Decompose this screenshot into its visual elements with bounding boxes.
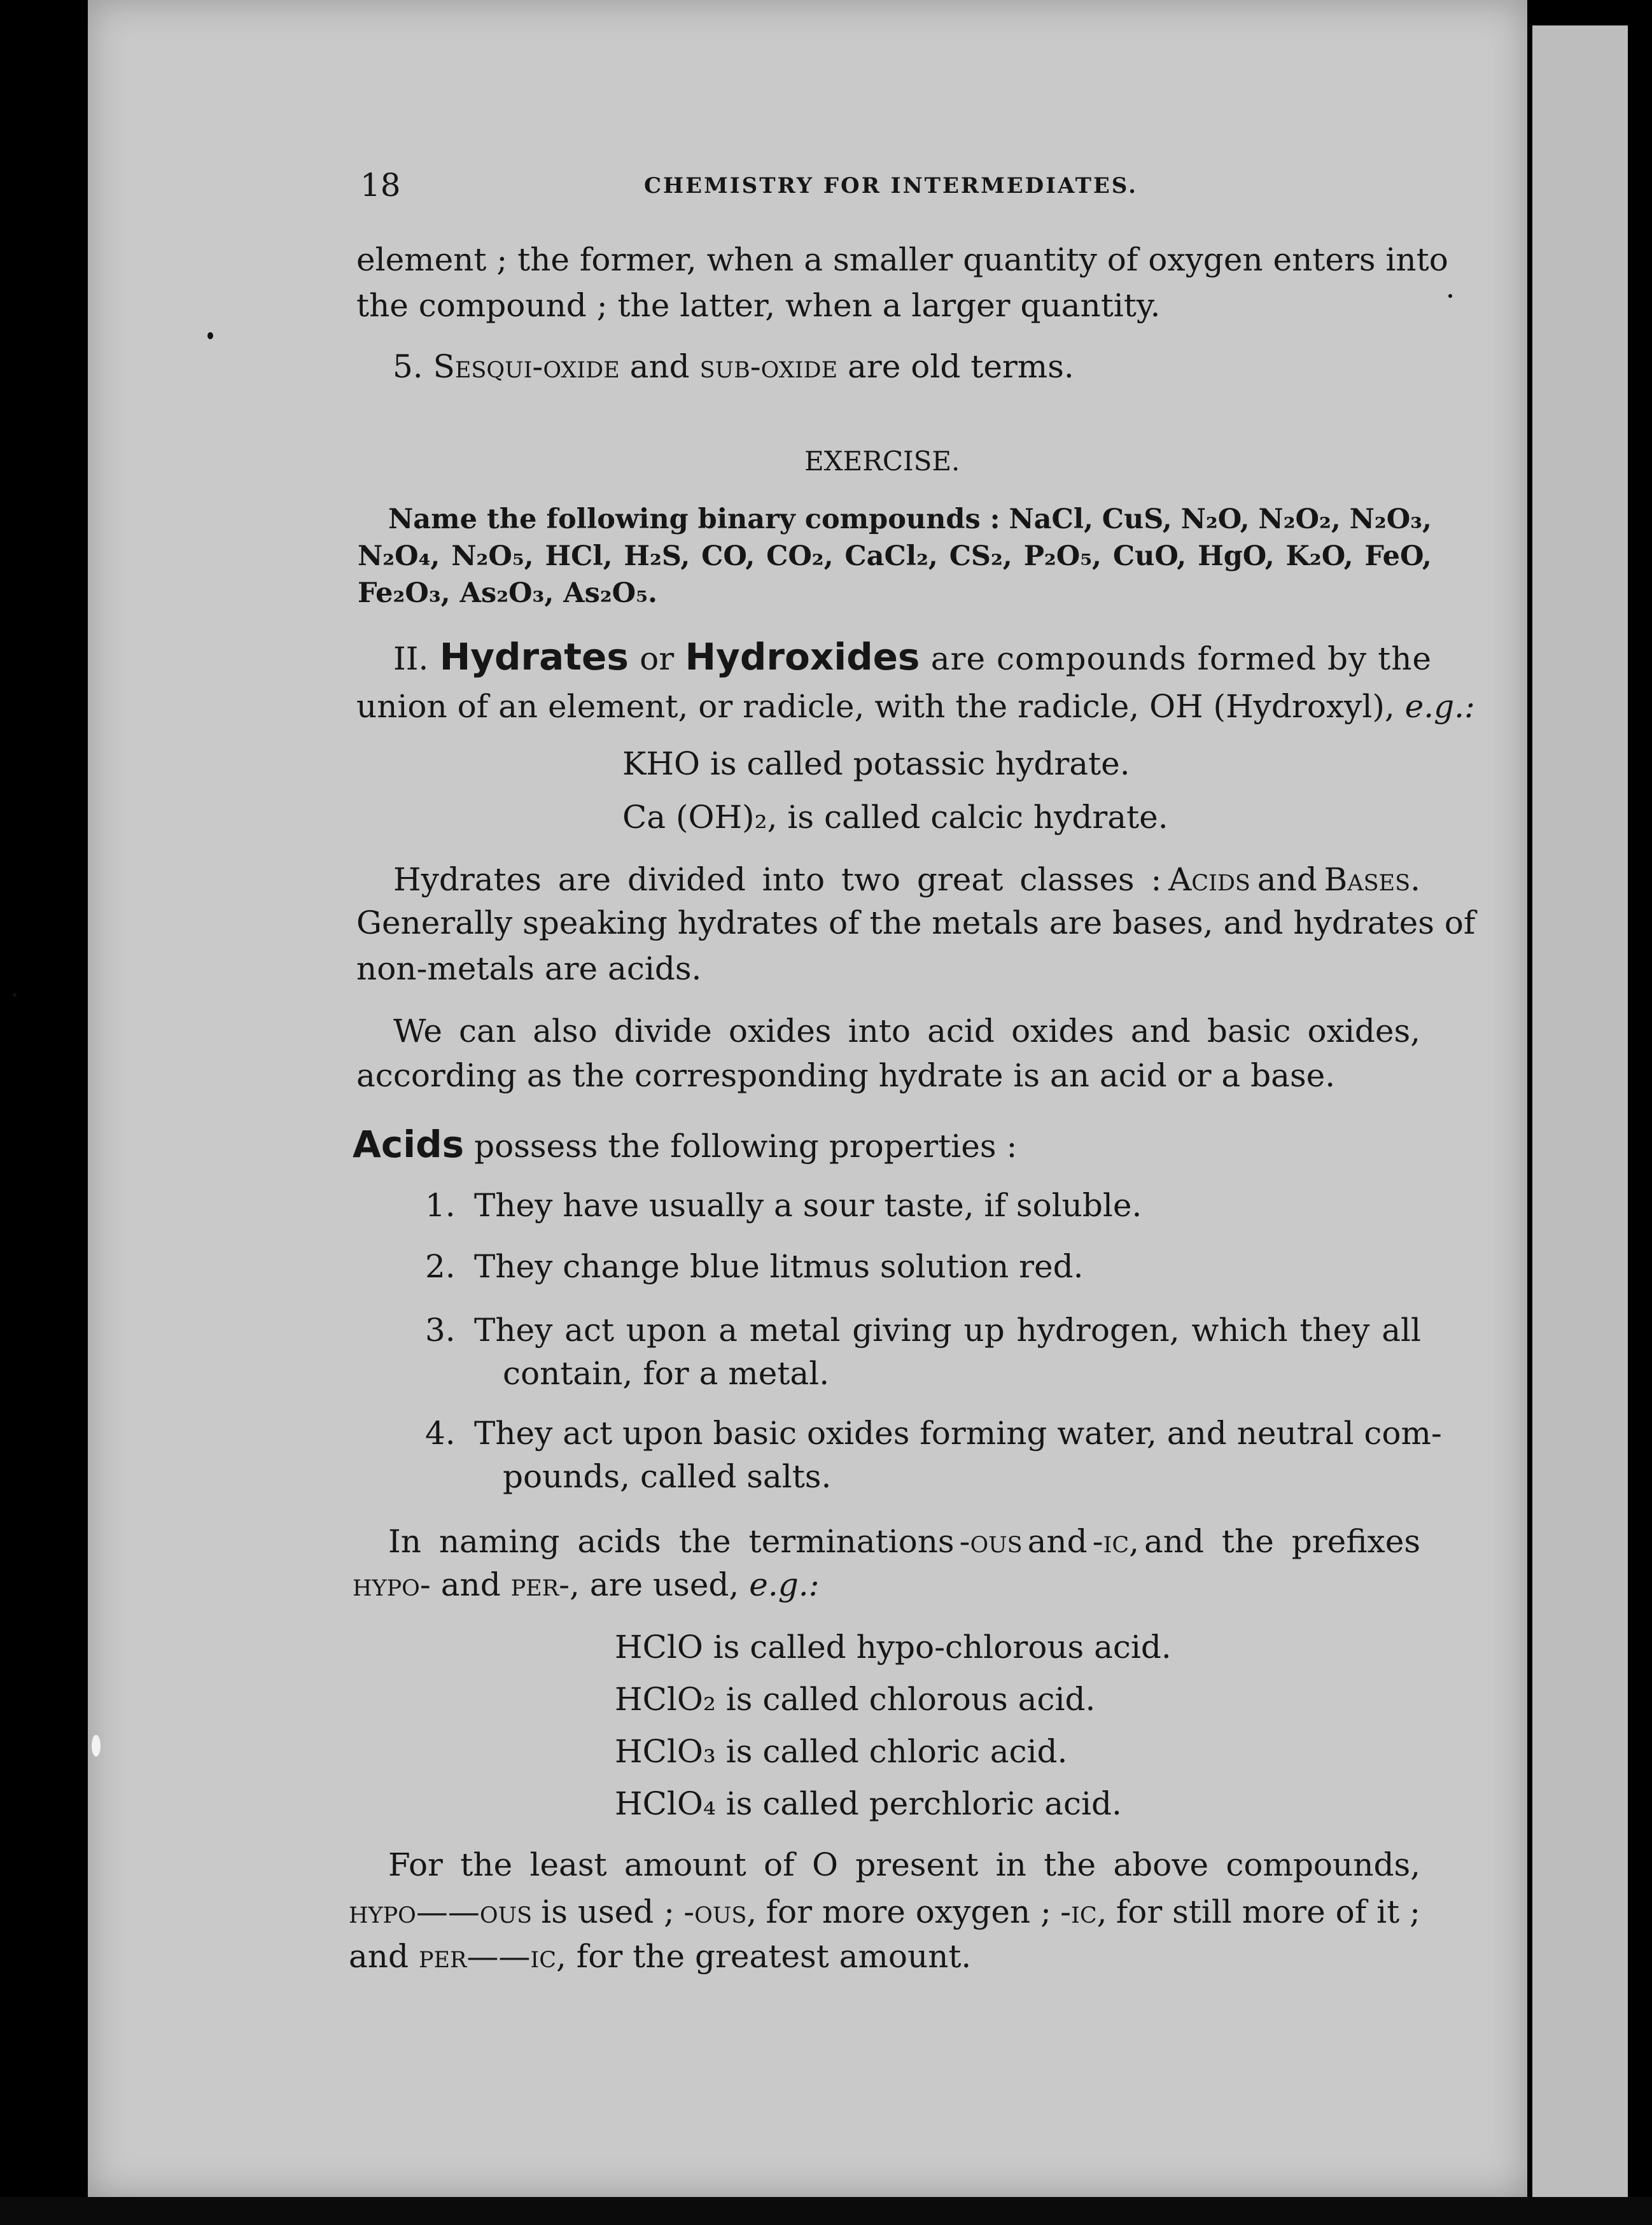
acid-property-3-number: 3. <box>425 1312 456 1349</box>
suffix-ous: -ous <box>959 1523 1023 1560</box>
formula: CO, <box>701 540 755 572</box>
hypo-ous: hypo——ous <box>349 1893 533 1930</box>
acids-label: Acids <box>353 1123 465 1166</box>
acid-property-2: They change blue litmus solution red. <box>474 1248 1084 1285</box>
final-and: and <box>349 1938 409 1975</box>
formula: FeO, <box>1364 540 1432 572</box>
example-hclo2: HClO₂ is called chlorous acid. <box>615 1681 1096 1718</box>
exercise-line-2 <box>358 538 1432 574</box>
naming-line-1-a: In naming acids the terminations <box>388 1523 955 1560</box>
acid-property-3-line-2: contain, for a metal. <box>503 1355 830 1392</box>
formula: NaCl, <box>1009 503 1094 535</box>
section-2-line-2-text: union of an element, or radicle, with the radicle, OH (Hydroxyl), <box>356 688 1395 725</box>
formula: HgO, <box>1198 540 1275 572</box>
final-ous: -ous, <box>683 1893 757 1930</box>
final-line-2-b: for more oxygen ; <box>766 1893 1051 1930</box>
final-line-3-rest: for the greatest amount. <box>576 1938 972 1975</box>
example-hclo3: HClO₃ is called chloric acid. <box>615 1733 1068 1770</box>
acid-property-3-line-1: They act upon a metal giving up hydrogen, which they all <box>474 1312 1421 1349</box>
page-number: 18 <box>360 167 401 204</box>
acids-lead: possess the following properties : <box>474 1128 1018 1165</box>
naming-and: and <box>1027 1523 1088 1560</box>
classes-line-1-text: Hydrates are divided into two great classes : <box>393 861 1162 898</box>
formula: CS₂, <box>949 540 1012 572</box>
final-line-2-a: is used ; <box>541 1893 675 1930</box>
naming-line-1 <box>388 1522 1420 1561</box>
final-line-2-c: for still more of it ; <box>1116 1893 1420 1930</box>
formula: N₂O₃, <box>1349 503 1432 535</box>
formula: CaCl₂, <box>844 540 938 572</box>
exercise-line-1 <box>388 502 1432 537</box>
final-line-1: For the least amount of O present in the above compounds, <box>388 1846 1420 1883</box>
acids-lead-line <box>353 1121 1017 1169</box>
naming-line-2-rest: are used, <box>589 1566 739 1603</box>
acid-property-1: They have usually a sour taste, if soluble. <box>474 1187 1142 1224</box>
acid-property-4-line-2: pounds, called salts. <box>503 1458 832 1495</box>
formula: N₂O₅, <box>451 540 534 572</box>
scan-bottom-border <box>0 2197 1652 2225</box>
item-5 <box>393 347 1074 386</box>
formula: N₂O₄, <box>358 540 440 572</box>
formula: P₂O₅, <box>1023 540 1102 572</box>
section-2-line-2 <box>356 687 1475 726</box>
intro-line-2: the compound ; the latter, when a larger quantity. <box>356 287 1161 324</box>
acid-property-4-number: 4. <box>425 1415 456 1452</box>
formula: H₂S, <box>624 540 690 572</box>
section-2-eg: e.g.: <box>1404 688 1475 725</box>
section-2-line-1 <box>393 634 1432 682</box>
adjacent-page-edge <box>1532 25 1628 2197</box>
formula: As₂O₅. <box>563 577 657 609</box>
acids-term: Acids <box>1168 861 1250 898</box>
final-ic: -ic, <box>1060 1893 1107 1930</box>
exercise-lead: Name the following binary compounds : <box>388 503 1000 535</box>
prefix-hypo: hypo- <box>353 1566 431 1603</box>
naming-eg: e.g.: <box>749 1566 820 1603</box>
exercise-heading: EXERCISE. <box>804 446 960 477</box>
ink-speck <box>13 993 17 997</box>
formula: HCl, <box>545 540 613 572</box>
formula: CuS, <box>1102 503 1172 535</box>
intro-line-1: element ; the former, when a smaller quantity of oxygen enters into <box>356 241 1448 278</box>
formula: Fe₂O₃, <box>358 577 451 609</box>
suffix-ic: -ic, <box>1092 1523 1140 1560</box>
item-5-rest: are old terms. <box>848 348 1074 385</box>
paper-flaw <box>92 1735 101 1757</box>
section-2-numeral: II. <box>393 640 429 677</box>
acid-property-4-line-1: They act upon basic oxides forming water, and neutral com- <box>474 1415 1442 1452</box>
naming-line-2 <box>353 1566 819 1604</box>
formula: K₂O, <box>1285 540 1354 572</box>
section-2-or: or <box>640 640 675 677</box>
oxides-line-2: according as the corresponding hydrate is an acid or a base. <box>356 1057 1336 1094</box>
section-2-line-1-rest: are compounds formed by the <box>930 640 1432 677</box>
example-caoh2: Ca (OH)₂, is called calcic hydrate. <box>622 799 1168 836</box>
term-hydroxides: Hydroxides <box>685 635 920 678</box>
formula: CuO, <box>1112 540 1187 572</box>
bases-term: Bases. <box>1324 861 1420 898</box>
naming-line-1-b: and the prefixes <box>1144 1523 1420 1560</box>
formula: As₂O₃, <box>459 577 554 609</box>
ink-speck <box>1448 294 1452 298</box>
acid-property-1-number: 1. <box>425 1187 456 1224</box>
per-ic: per——ic, <box>418 1938 566 1975</box>
item-5-number: 5. <box>393 348 423 385</box>
prefix-per: per-, <box>510 1566 580 1603</box>
classes-line-1 <box>393 860 1420 899</box>
formula: N₂O₂, <box>1258 503 1341 535</box>
term-hydrates: Hydrates <box>439 635 629 678</box>
ink-speck <box>207 332 213 339</box>
oxides-line-1: We can also divide oxides into acid oxides and basic oxides, <box>393 1013 1420 1049</box>
formula: N₂O, <box>1180 503 1250 535</box>
acid-property-2-number: 2. <box>425 1248 456 1285</box>
example-hclo4: HClO₄ is called perchloric acid. <box>615 1785 1122 1822</box>
final-line-2 <box>349 1893 1420 1931</box>
exercise-line-3 <box>358 575 657 611</box>
classes-line-2: Generally speaking hydrates of the metals are bases, and hydrates of <box>356 904 1476 941</box>
example-hclo: HClO is called hypo-chlorous acid. <box>615 1629 1172 1666</box>
term-sesqui-oxide: Sesqui-oxide <box>433 348 620 385</box>
formula: CO₂, <box>766 540 834 572</box>
final-line-3 <box>349 1937 971 1976</box>
example-khoh: KHO is called potassic hydrate. <box>622 745 1130 782</box>
naming-and-2: and <box>440 1566 501 1603</box>
term-sub-oxide: sub-oxide <box>699 348 838 385</box>
classes-line-3: non-metals are acids. <box>356 950 702 987</box>
classes-and: and <box>1257 861 1317 898</box>
item-5-and: and <box>629 348 690 385</box>
running-title: CHEMISTRY FOR INTERMEDIATES. <box>644 173 1138 199</box>
